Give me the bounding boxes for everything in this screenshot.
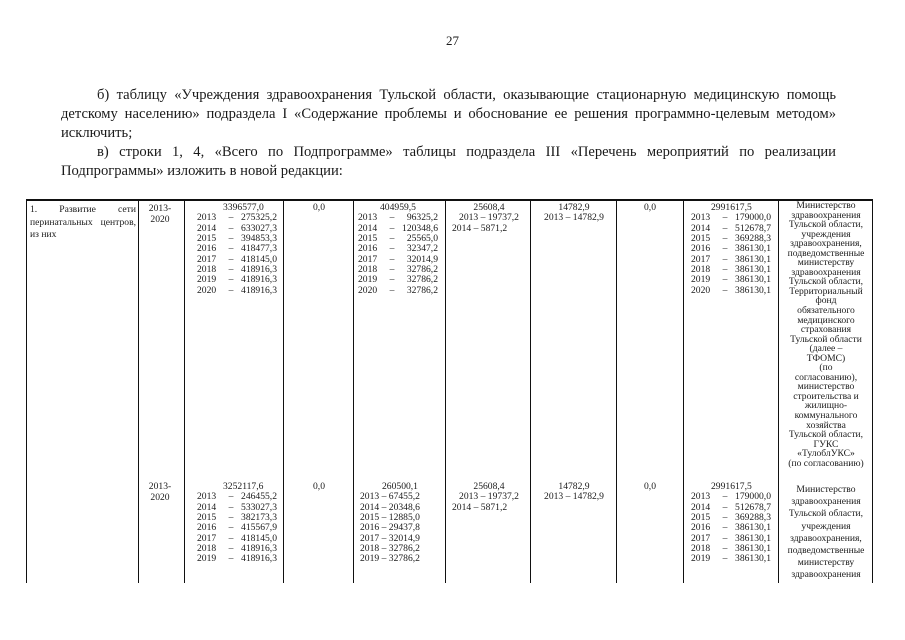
executor-line: (далее – bbox=[809, 343, 843, 355]
year-value-line: 2018 – 32786,2 bbox=[360, 543, 420, 555]
funding-cell-5 bbox=[536, 482, 612, 503]
year-amount: 418145,0 bbox=[241, 532, 277, 544]
regional-year-list bbox=[360, 492, 420, 564]
dash-separator: – bbox=[228, 222, 234, 234]
year-amount: 394853,3 bbox=[241, 233, 277, 245]
executors-cell bbox=[783, 484, 869, 582]
executor-line: ТФОМС) bbox=[806, 352, 846, 364]
year-label: 2014 bbox=[691, 222, 711, 234]
dash-separator: – bbox=[389, 274, 395, 286]
column-divider bbox=[530, 199, 531, 583]
period-cell bbox=[148, 481, 172, 503]
executor-line: здравоохранения bbox=[791, 266, 861, 278]
dash-separator: – bbox=[722, 243, 728, 255]
dash-separator: – bbox=[228, 264, 234, 276]
year-amount: 386130,1 bbox=[735, 274, 771, 286]
dash-separator: – bbox=[228, 274, 234, 286]
paragraph-v-text: в) строки 1, 4, «Всего по Подпрограмме» таблицы подраздела III «Перечень мероприятий по реализации Подпрограммы» изложить в новой редакции: bbox=[61, 144, 836, 179]
executor-line: здравоохранения bbox=[791, 496, 861, 508]
federal-cell: 0,0 bbox=[313, 202, 325, 213]
year-label: 2017 bbox=[197, 532, 217, 544]
col5-item: 2013 – 14782,9 bbox=[544, 491, 604, 503]
dash-separator: – bbox=[228, 553, 234, 565]
executor-line: (по bbox=[819, 362, 833, 374]
total-funding-cell bbox=[197, 482, 277, 565]
year-value-line: 2015 – 12885,0 bbox=[360, 512, 420, 524]
executor-line: подведомственные bbox=[787, 545, 865, 557]
executor-line: страхования bbox=[800, 324, 852, 336]
year-amount: 369288,3 bbox=[735, 512, 771, 524]
dash-separator: – bbox=[389, 233, 395, 245]
executor-line: учреждения bbox=[801, 228, 851, 240]
year-amount: 179000,0 bbox=[735, 212, 771, 224]
col5-sum: 14782,9 bbox=[558, 202, 590, 213]
period-start: 2013- bbox=[148, 481, 172, 492]
col4-item: 2014 – 5871,2 bbox=[452, 222, 508, 234]
year-label: 2017 bbox=[691, 253, 711, 265]
col4-sum: 25608,4 bbox=[473, 481, 505, 492]
year-label: 2014 bbox=[197, 501, 217, 513]
year-amount: 418916,3 bbox=[241, 274, 277, 286]
year-amount: 512678,7 bbox=[735, 222, 771, 234]
executor-line: Министерство bbox=[796, 484, 856, 495]
executor-line: Тульской области, bbox=[788, 219, 864, 231]
year-label: 2016 bbox=[197, 522, 217, 534]
year-value-line: 2016 – 29437,8 bbox=[360, 522, 420, 534]
year-amount: 415567,9 bbox=[241, 522, 277, 534]
total-funding-cell bbox=[197, 203, 277, 296]
period-start: 2013- bbox=[148, 203, 172, 214]
executor-line: министерству bbox=[797, 257, 855, 269]
year-value-line bbox=[197, 554, 277, 564]
executor-line: учреждения bbox=[801, 520, 851, 532]
year-label: 2019 bbox=[197, 553, 217, 565]
year-amount: 533027,3 bbox=[241, 501, 277, 513]
executor-line: министерство bbox=[797, 381, 855, 393]
year-amount: 32786,2 bbox=[406, 284, 438, 296]
funding-cell-4 bbox=[452, 482, 526, 513]
year-value-line: 2013 – 67455,2 bbox=[360, 491, 420, 503]
column-divider bbox=[445, 199, 446, 583]
executor-line: хозяйства bbox=[806, 419, 846, 431]
executor-line: «ТулоблУКС» bbox=[797, 448, 855, 460]
dash-separator: – bbox=[722, 553, 728, 565]
executors-cell bbox=[783, 201, 869, 468]
dash-separator: – bbox=[722, 274, 728, 286]
funding-cell-5 bbox=[536, 203, 612, 224]
executor-line: фонд bbox=[815, 295, 837, 307]
year-label: 2014 bbox=[691, 501, 711, 513]
dash-separator: – bbox=[389, 284, 395, 296]
year-amount: 32014,9 bbox=[406, 253, 438, 265]
funding-cell-4 bbox=[452, 203, 526, 234]
executor-line: жилищно- bbox=[804, 400, 848, 412]
dash-separator: – bbox=[722, 501, 728, 513]
dash-separator: – bbox=[389, 253, 395, 265]
executor-line: ГУКС bbox=[813, 438, 839, 450]
year-amount: 633027,3 bbox=[241, 222, 277, 234]
year-amount: 25565,0 bbox=[406, 233, 438, 245]
total-sum: 3252117,6 bbox=[223, 481, 264, 492]
column-divider bbox=[184, 199, 185, 583]
dash-separator: – bbox=[389, 243, 395, 255]
year-label: 2020 bbox=[358, 284, 378, 296]
dash-separator: – bbox=[389, 264, 395, 276]
year-amount: 246455,2 bbox=[241, 491, 277, 503]
col4-item: 2014 – 5871,2 bbox=[452, 501, 508, 513]
col7-sum: 2991617,5 bbox=[711, 481, 752, 492]
year-label: 2019 bbox=[691, 553, 711, 565]
year-label: 2018 bbox=[691, 543, 711, 555]
year-label: 2013 bbox=[197, 212, 217, 224]
year-amount: 386130,1 bbox=[735, 264, 771, 276]
col7-sum: 2991617,5 bbox=[711, 202, 752, 213]
year-amount: 275325,2 bbox=[241, 212, 277, 224]
executor-line: строительства и bbox=[793, 390, 859, 402]
dash-separator: – bbox=[722, 212, 728, 224]
year-label: 2017 bbox=[691, 532, 711, 544]
dash-separator: – bbox=[722, 532, 728, 544]
year-value-line bbox=[691, 554, 771, 564]
dash-separator: – bbox=[722, 491, 728, 503]
dash-separator: – bbox=[228, 491, 234, 503]
year-label: 2019 bbox=[691, 274, 711, 286]
year-label: 2016 bbox=[691, 522, 711, 534]
period-cell bbox=[148, 203, 172, 225]
year-amount: 386130,1 bbox=[735, 553, 771, 565]
table-top-border bbox=[26, 199, 873, 201]
year-amount: 386130,1 bbox=[735, 253, 771, 265]
total-year-list bbox=[197, 213, 277, 296]
executor-line: Тульской области, bbox=[788, 276, 864, 288]
dash-separator: – bbox=[228, 284, 234, 296]
year-label: 2015 bbox=[197, 512, 217, 524]
executor-line: обязательного bbox=[797, 305, 855, 317]
executor-line: коммунального bbox=[794, 410, 858, 422]
regional-year-list bbox=[358, 213, 438, 296]
column-divider bbox=[683, 199, 684, 583]
year-amount: 369288,3 bbox=[735, 233, 771, 245]
column-divider bbox=[616, 199, 617, 583]
executor-line: здравоохранения, bbox=[790, 238, 862, 250]
dash-separator: – bbox=[722, 233, 728, 245]
year-amount: 418916,3 bbox=[241, 264, 277, 276]
year-label: 2016 bbox=[358, 243, 378, 255]
table-right-border bbox=[872, 199, 873, 583]
year-label: 2013 bbox=[358, 212, 378, 224]
year-label: 2018 bbox=[197, 264, 217, 276]
year-value-line bbox=[358, 286, 438, 296]
dash-separator: – bbox=[722, 264, 728, 276]
executor-line: Территориальный bbox=[789, 285, 863, 297]
col4-sum: 25608,4 bbox=[473, 202, 505, 213]
year-label: 2017 bbox=[197, 253, 217, 265]
paragraph-b-text: б) таблицу «Учреждения здравоохранения Тульской области, оказывающие стационарную медицинскую помощь детскому населению» подраздела I «Содержание проблемы и обоснование ее решения программно-целевым методом» исключить; bbox=[61, 87, 836, 141]
dash-separator: – bbox=[228, 243, 234, 255]
year-amount: 418916,3 bbox=[241, 543, 277, 555]
funding-cell-7 bbox=[691, 203, 771, 296]
regional-funding-cell bbox=[358, 203, 438, 296]
dash-separator: – bbox=[389, 222, 395, 234]
year-label: 2015 bbox=[691, 512, 711, 524]
dash-separator: – bbox=[228, 522, 234, 534]
column-divider bbox=[353, 199, 354, 583]
dash-separator: – bbox=[722, 543, 728, 555]
executor-line: министерству bbox=[797, 557, 855, 569]
col7-year-list bbox=[691, 213, 771, 296]
funding-cell-7 bbox=[691, 482, 771, 565]
year-label: 2015 bbox=[197, 233, 217, 245]
dash-separator: – bbox=[228, 543, 234, 555]
executor-line: Тульской области, bbox=[788, 429, 864, 441]
year-label: 2014 bbox=[197, 222, 217, 234]
year-amount: 32786,2 bbox=[406, 264, 438, 276]
executor-line: согласованию), bbox=[794, 371, 858, 383]
funding-cell-6: 0,0 bbox=[644, 202, 656, 213]
year-amount: 386130,1 bbox=[735, 543, 771, 555]
year-label: 2015 bbox=[358, 233, 378, 245]
col5-item: 2013 – 14782,9 bbox=[544, 212, 604, 224]
dash-separator: – bbox=[228, 501, 234, 513]
dash-separator: – bbox=[228, 253, 234, 265]
col5-sum: 14782,9 bbox=[558, 481, 590, 492]
year-amount: 32786,2 bbox=[406, 274, 438, 286]
period-end: 2020 bbox=[150, 492, 170, 503]
year-label: 2020 bbox=[691, 284, 711, 296]
dash-separator: – bbox=[722, 222, 728, 234]
year-label: 2017 bbox=[358, 253, 378, 265]
year-label: 2019 bbox=[197, 274, 217, 286]
executor-line: Тульской области bbox=[790, 333, 862, 345]
year-label: 2018 bbox=[691, 264, 711, 276]
year-amount: 386130,1 bbox=[735, 532, 771, 544]
year-label: 2015 bbox=[691, 233, 711, 245]
year-amount: 418145,0 bbox=[241, 253, 277, 265]
year-label: 2013 bbox=[691, 491, 711, 503]
executor-line: здравоохранения, bbox=[790, 532, 862, 544]
year-amount: 120348,6 bbox=[402, 222, 438, 234]
column-divider bbox=[138, 199, 139, 583]
executor-line: (по согласованию) bbox=[788, 457, 864, 469]
total-year-list bbox=[197, 492, 277, 564]
dash-separator: – bbox=[228, 233, 234, 245]
dash-separator: – bbox=[722, 284, 728, 296]
dash-separator: – bbox=[228, 212, 234, 224]
federal-cell: 0,0 bbox=[313, 481, 325, 492]
year-label: 2016 bbox=[197, 243, 217, 255]
dash-separator: – bbox=[722, 522, 728, 534]
year-label: 2016 bbox=[691, 243, 711, 255]
col7-year-list bbox=[691, 492, 771, 564]
funding-cell-6: 0,0 bbox=[644, 481, 656, 492]
year-amount: 179000,0 bbox=[735, 491, 771, 503]
column-divider bbox=[778, 199, 779, 583]
year-amount: 386130,1 bbox=[735, 284, 771, 296]
executor-line: здравоохранения bbox=[791, 209, 861, 221]
year-value-line bbox=[691, 286, 771, 296]
year-label: 2019 bbox=[358, 274, 378, 286]
executor-line: Тульской области, bbox=[788, 508, 864, 520]
year-label: 2013 bbox=[197, 491, 217, 503]
year-amount: 386130,1 bbox=[735, 243, 771, 255]
executor-line: подведомственные bbox=[787, 247, 865, 259]
table-left-border bbox=[26, 199, 27, 583]
year-amount: 386130,1 bbox=[735, 522, 771, 534]
year-label: 2018 bbox=[358, 264, 378, 276]
dash-separator: – bbox=[722, 512, 728, 524]
year-value-line: 2014 – 20348,6 bbox=[360, 501, 420, 513]
dash-separator: – bbox=[228, 512, 234, 524]
regional-funding-cell bbox=[360, 482, 420, 565]
year-amount: 96325,2 bbox=[406, 212, 438, 224]
year-amount: 418916,3 bbox=[241, 553, 277, 565]
col4-item: 2013 – 19737,2 bbox=[459, 491, 519, 503]
executor-line: медицинского bbox=[797, 314, 855, 326]
executor-line: Министерство bbox=[796, 200, 856, 211]
year-label: 2020 bbox=[197, 284, 217, 296]
regional-sum: 404959,5 bbox=[380, 202, 416, 213]
executor-line: здравоохранения bbox=[791, 569, 861, 581]
year-label: 2013 bbox=[691, 212, 711, 224]
year-amount: 418916,3 bbox=[241, 284, 277, 296]
dash-separator: – bbox=[228, 532, 234, 544]
year-value-line: 2017 – 32014,9 bbox=[360, 532, 420, 544]
year-value-line: 2019 – 32786,2 bbox=[360, 553, 420, 565]
year-label: 2014 bbox=[358, 222, 378, 234]
column-divider bbox=[283, 199, 284, 583]
period-end: 2020 bbox=[150, 214, 170, 225]
page-number: 27 bbox=[446, 33, 459, 48]
regional-sum: 260500,1 bbox=[382, 481, 418, 492]
year-amount: 512678,7 bbox=[735, 501, 771, 513]
row-name: 1. Развитие сети перинатальных центров, из них bbox=[30, 204, 136, 240]
year-value-line bbox=[197, 286, 277, 296]
year-amount: 418477,3 bbox=[241, 243, 277, 255]
col4-item: 2013 – 19737,2 bbox=[459, 212, 519, 224]
year-amount: 382173,3 bbox=[241, 512, 277, 524]
dash-separator: – bbox=[722, 253, 728, 265]
dash-separator: – bbox=[389, 212, 395, 224]
year-amount: 32347,2 bbox=[406, 243, 438, 255]
year-label: 2018 bbox=[197, 543, 217, 555]
total-sum: 3396577,0 bbox=[223, 202, 264, 213]
